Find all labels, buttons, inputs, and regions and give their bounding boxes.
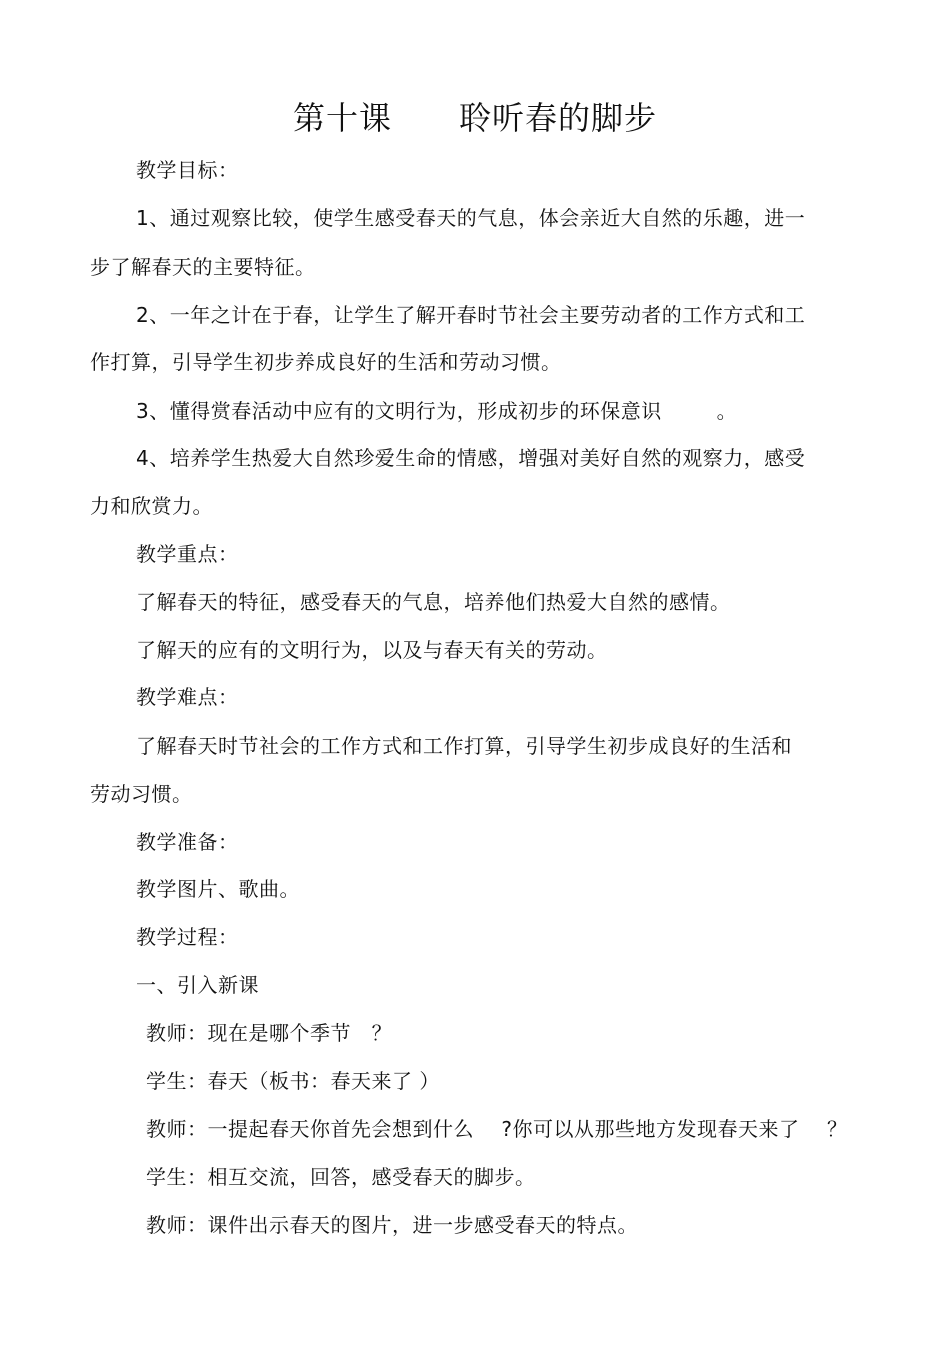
difficulty-line-2: 劳动习惯。 <box>90 782 193 806</box>
preparation-content: 教学图片、歌曲。 <box>136 877 300 901</box>
key-point-1: 了解春天的特征，感受春天的气息，培养他们热爱大自然的感情。 <box>136 590 731 614</box>
section-heading-key-points: 教学重点： <box>136 542 239 566</box>
dialogue-line: 教师：现在是哪个季节 ？ <box>146 1021 393 1045</box>
objective-3: 3、懂得赏春活动中应有的文明行为，形成初步的环保意识 。 <box>136 399 738 423</box>
dialogue-line: 学生：春天（板书：春天来了 ） <box>146 1069 440 1093</box>
difficulty-line-1: 了解春天时节社会的工作方式和工作打算，引导学生初步成良好的生活和 <box>136 734 792 758</box>
objective-1-line-1: 1、通过观察比较，使学生感受春天的气息，体会亲近大自然的乐趣，进一 <box>136 206 806 230</box>
section-heading-process: 教学过程： <box>136 925 239 949</box>
objective-4-line-1: 4、培养学生热爱大自然珍爱生命的情感，增强对美好自然的观察力，感受 <box>136 446 806 470</box>
section-heading-objectives: 教学目标： <box>136 158 239 182</box>
section-heading-difficulties: 教学难点： <box>136 685 239 709</box>
objective-2-line-2: 作打算，引导学生初步养成良好的生活和劳动习惯。 <box>90 350 562 374</box>
dialogue-line: 学生：相互交流，回答，感受春天的脚步。 <box>146 1165 536 1189</box>
section-heading-preparation: 教学准备： <box>136 830 239 854</box>
process-step-heading: 一、引入新课 <box>136 973 259 997</box>
lesson-title: 第十课 聆听春的脚步 <box>292 99 658 137</box>
objective-1-line-2: 步了解春天的主要特征。 <box>90 255 316 279</box>
objective-4-line-2: 力和欣赏力。 <box>90 494 213 518</box>
key-point-2: 了解天的应有的文明行为，以及与春天有关的劳动。 <box>136 638 608 662</box>
dialogue-line: 教师：一提起春天你首先会想到什么 ?你可以从那些地方发现春天来了 ？ <box>146 1117 848 1141</box>
objective-2-line-1: 2、一年之计在于春，让学生了解开春时节社会主要劳动者的工作方式和工 <box>136 303 806 327</box>
dialogue-line: 教师：课件出示春天的图片，进一步感受春天的特点。 <box>146 1213 638 1237</box>
